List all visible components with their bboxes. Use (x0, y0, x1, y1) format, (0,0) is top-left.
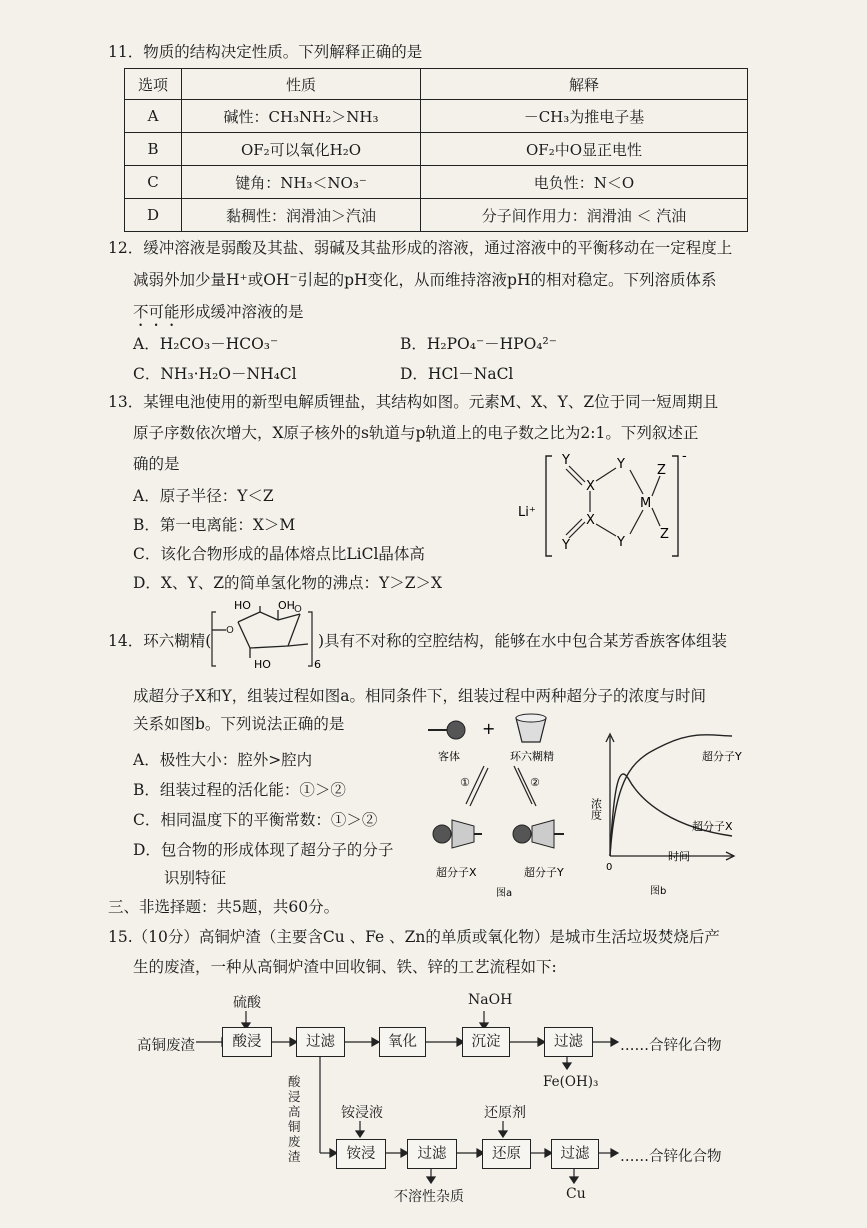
supramolecule-x-cup-icon (452, 820, 474, 848)
flow-cu-label: Cu (566, 1186, 586, 1202)
q13-line3: 确的是 (133, 455, 180, 473)
flow-precipitate-box: 沉淀 (462, 1027, 510, 1057)
flow-acid-label: 硫酸 (233, 995, 261, 1011)
flow-zinc-compound-2: ……合锌化合物 (620, 1149, 722, 1165)
q13-line1: 13．某锂电池使用的新型电解质锂盐，其结构如图。元素M、X、Y、Z位于同一短周期且 (108, 393, 719, 411)
q14-option-d-line2: 识别特征 (164, 869, 227, 887)
flow-reduce-box: 还原 (482, 1139, 531, 1169)
row-c-explanation: 电负性：N＜O (421, 166, 748, 199)
q13-option-b: B．第一电离能：X＞M (133, 516, 296, 534)
residue-line2: 高铜 (288, 1104, 301, 1134)
q13-structure-diagram (512, 446, 692, 564)
flow-insoluble-impurities-label: 不溶性杂质 (394, 1189, 464, 1205)
row-a-explanation: －CH₃为推电子基 (421, 100, 748, 133)
ring-oh-label: OH (278, 599, 295, 612)
flow-filter1-box: 过滤 (296, 1027, 345, 1057)
q12-emphasis: 不可能 (133, 303, 180, 321)
flow-feed-label: 高铜废渣 (137, 1038, 195, 1054)
table-row (125, 100, 748, 133)
curve-y-label: 超分子Y (702, 750, 742, 763)
header-property: 性质 (182, 69, 421, 100)
q14-line3: 关系如图b。下列说法正确的是 (133, 715, 345, 733)
table-row (125, 166, 748, 199)
q12-line3 (133, 303, 304, 330)
q12-line3-rest: 形成缓冲溶液的是 (179, 303, 304, 321)
q11-table (124, 68, 748, 232)
cyclodextrin-unit-drawing (208, 600, 328, 674)
row-a-property: 碱性：CH₃NH₂＞NH₃ (182, 100, 421, 133)
q14-figure-a (418, 708, 604, 904)
path2-label: ② (530, 776, 540, 789)
q14-post: )具有不对称的空腔结构，能够在水中包合某芳香族客体组装 (318, 632, 728, 650)
svg-text:O: O (294, 604, 302, 615)
q12-option-c: C．NH₃·H₂O－NH₄Cl (133, 365, 297, 383)
atom-y1: Y (562, 453, 570, 468)
q12-option-a: A．H₂CO₃－HCO₃⁻ (133, 335, 279, 353)
atom-x2: X (586, 513, 595, 528)
flow-oxidation-box: 氧化 (379, 1027, 426, 1057)
x-axis-label: 时间 (668, 850, 690, 863)
atom-z1: Z (657, 463, 666, 478)
plus-sign: + (482, 719, 496, 738)
supramolecule-x-label: 超分子X (436, 866, 477, 879)
q14-line2: 成超分子X和Y，组装过程如图a。相同条件下，组装过程中两种超分子的浓度与时间 (133, 687, 707, 705)
row-d-property: 黏稠性：润滑油＞汽油 (182, 199, 421, 232)
figure-a-caption: 图a (496, 888, 513, 899)
q12-line1: 12．缓冲溶液是弱酸及其盐、弱碱及其盐形成的溶液，通过溶液中的平衡移动在一定程度上 (108, 239, 733, 257)
guest-ball-icon (447, 721, 465, 739)
curve-supramolecule-x (610, 774, 732, 856)
row-b-property: OF₂可以氧化H₂O (182, 133, 421, 166)
row-b-label: B (125, 133, 182, 166)
flow-filter2-box: 过滤 (544, 1027, 593, 1057)
q13-option-c: C．该化合物形成的晶体熔点比LiCl晶体高 (133, 545, 425, 563)
ring-ho2-label: HO (254, 658, 271, 671)
table-row (125, 133, 748, 166)
q15-line2: 生的废渣，一种从高铜炉渣中回收铜、铁、锌的工艺流程如下: (133, 958, 557, 976)
origin-label: 0 (606, 862, 613, 873)
atom-m: M (640, 496, 652, 511)
q13-option-d: D．X、Y、Z的简单氢化物的沸点：Y＞Z＞X (133, 574, 443, 592)
anion-charge: - (682, 449, 687, 464)
q14-option-a: A．极性大小：腔外>腔内 (133, 751, 313, 769)
row-b-explanation: OF₂中O显正电性 (421, 133, 748, 166)
row-c-property: 键角：NH₃＜NO₃⁻ (182, 166, 421, 199)
supramolecule-y-cup-icon (532, 820, 554, 848)
residue-line1: 酸浸 (288, 1074, 301, 1104)
equilibrium-arrows (466, 766, 536, 806)
lithium-cation: Li⁺ (518, 505, 536, 520)
q12-option-d: D．HCl－NaCl (400, 365, 514, 383)
supramolecule-y-label: 超分子Y (524, 866, 564, 879)
atom-z2: Z (660, 527, 669, 542)
flow-naoh-label: NaOH (468, 992, 513, 1008)
atom-y2: Y (617, 457, 625, 472)
q14-pre: 14．环六糊精( (108, 632, 212, 650)
flow-filter3-box: 过滤 (407, 1139, 457, 1169)
atom-y4: Y (562, 538, 570, 553)
figure-b-caption: 图b (650, 886, 667, 897)
q15-line1: 15.（10分）高铜炉渣（主要含Cu 、Fe 、Zn的单质或氧化物）是城市生活垃圾焚烧后产 (108, 928, 720, 946)
row-a-label: A (125, 100, 182, 133)
flow-residue-label (288, 1074, 308, 1164)
ring-ho-label: HO (234, 599, 251, 612)
flow-leach-box: 酸浸 (222, 1027, 272, 1057)
row-d-explanation: 分子间作用力：润滑油 ＜ 汽油 (421, 199, 748, 232)
left-bracket (546, 456, 552, 556)
flow-ammonia-solution-label: 铵浸液 (341, 1105, 383, 1121)
right-bracket (672, 456, 678, 556)
flow-reductant-label: 还原剂 (484, 1105, 526, 1121)
q11-stem: 11．物质的结构决定性质。下列解释正确的是 (108, 43, 423, 61)
supramolecule-y-ball-icon (513, 825, 531, 843)
atom-x1: X (586, 479, 595, 494)
header-option: 选项 (125, 69, 182, 100)
guest-label: 客体 (438, 750, 460, 763)
y-axis-label: 浓度 (589, 798, 603, 820)
flow-feoh3-label: Fe(OH)₃ (543, 1074, 599, 1090)
q14-figure-b (589, 728, 746, 898)
table-row (125, 199, 748, 232)
flow-filter4-box: 过滤 (551, 1139, 599, 1169)
path1-label: ① (460, 776, 470, 789)
header-explanation: 解释 (421, 69, 748, 100)
q13-option-a: A．原子半径：Y＜Z (133, 487, 274, 505)
host-label: 环六糊精 (510, 750, 554, 763)
residue-line3: 废渣 (288, 1134, 301, 1164)
section-3-heading: 三、非选择题：共5题，共60分。 (108, 898, 340, 916)
table-header-row (125, 69, 748, 100)
q12-line2: 减弱外加少量H⁺或OH⁻引起的pH变化，从而维持溶液pH的相对稳定。下列溶质体系 (133, 271, 717, 289)
row-c-label: C (125, 166, 182, 199)
q13-line2: 原子序数依次增大，X原子核外的s轨道与p轨道上的电子数之比为2:1。下列叙述正 (133, 424, 699, 442)
row-d-label: D (125, 199, 182, 232)
flow-zinc-compound-1: ……合锌化合物 (620, 1038, 722, 1054)
q14-option-c: C．相同温度下的平衡常数：①＞② (133, 811, 378, 829)
q14-option-b: B．组装过程的活化能：①＞② (133, 781, 346, 799)
atom-y3: Y (617, 535, 625, 550)
svg-text:O: O (226, 625, 234, 636)
flow-lines (0, 985, 867, 1205)
supramolecule-x-ball-icon (433, 825, 451, 843)
curve-x-label: 超分子X (692, 820, 733, 833)
q14-option-d-line1: D．包合物的形成体现了超分子的分子 (133, 841, 394, 859)
ring-repeat-count: 6 (314, 658, 321, 671)
q12-option-b: B．H₂PO₄⁻－HPO₄²⁻ (400, 335, 557, 353)
flow-ammonia-leach-box: 铵浸 (336, 1139, 386, 1169)
